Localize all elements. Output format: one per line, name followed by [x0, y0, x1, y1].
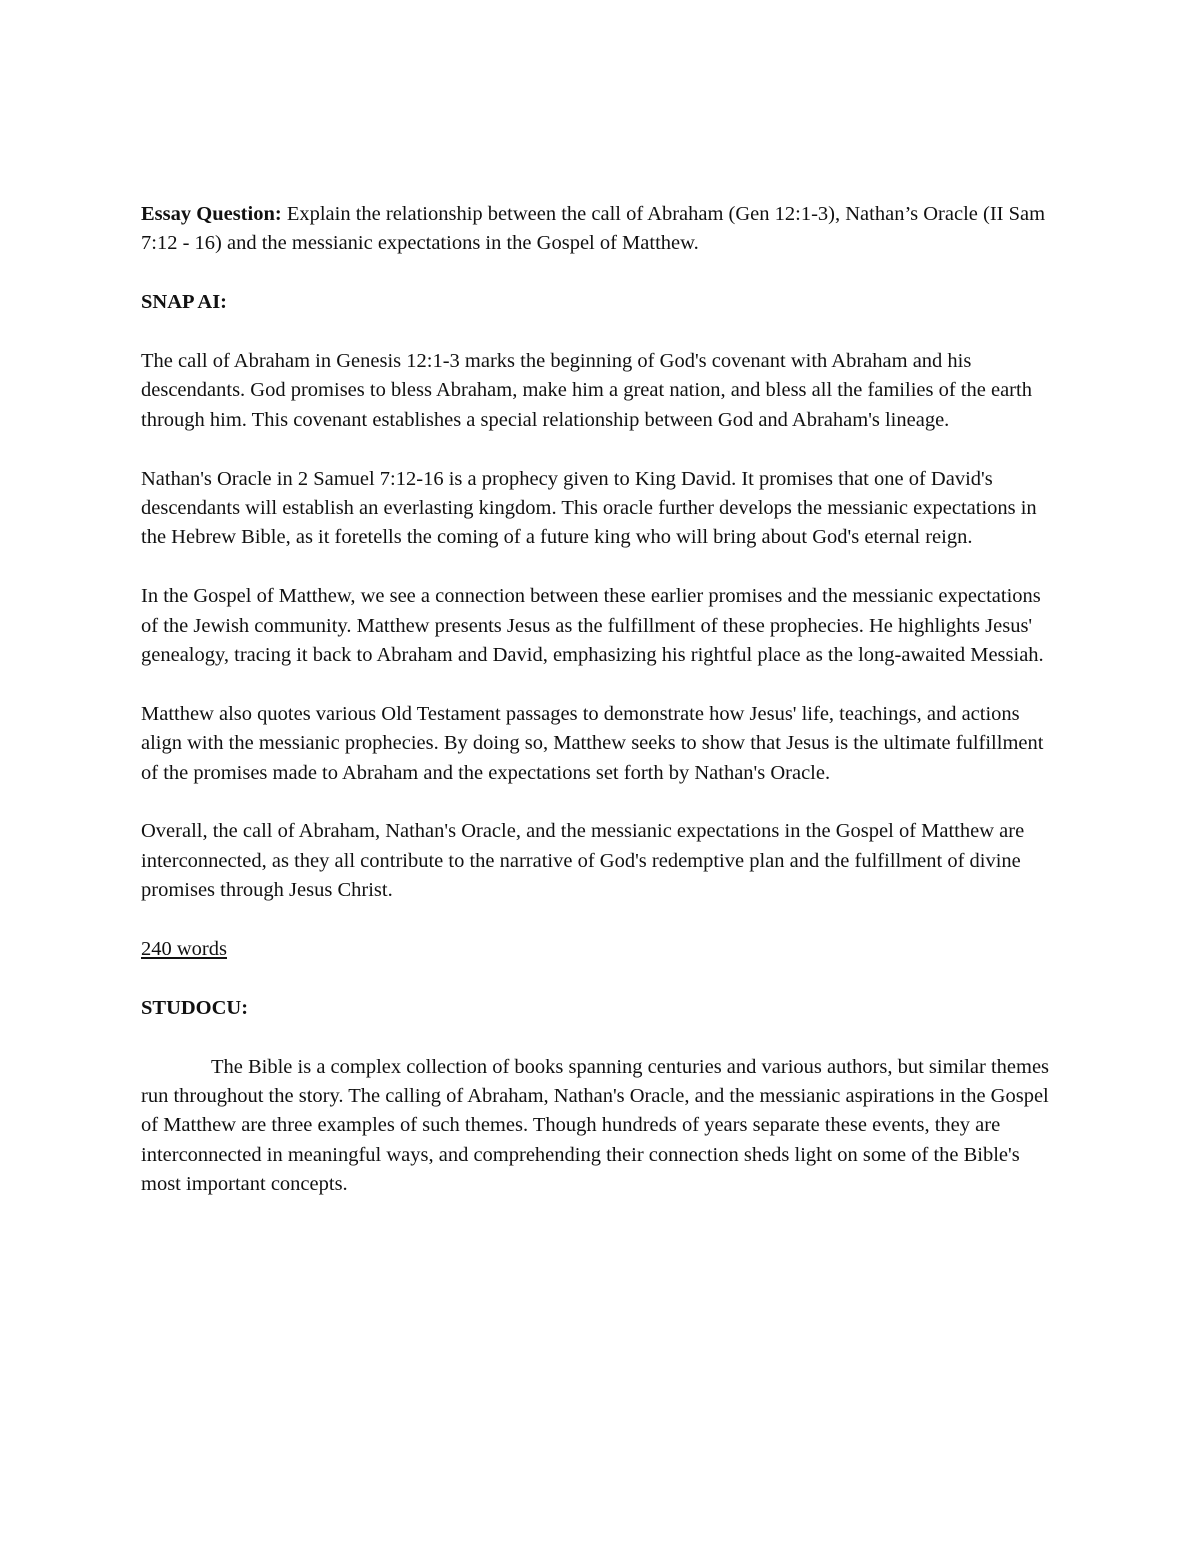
snap-ai-paragraph-1: The call of Abraham in Genesis 12:1-3 marks the beginning of God's covenant with Abraham and his descendants. God promises to bless Abraham, make him a great nation, and bless all the families of the earth through him. This covenant establishes a special relationship between God and Abraham's lineage. — [141, 350, 1032, 431]
word-count-line — [141, 935, 1061, 964]
snap-ai-paragraph-2: Nathan's Oracle in 2 Samuel 7:12-16 is a prophecy given to King David. It promises that one of David's descendants will establish an everlasting kingdom. This oracle further develops the messianic expectations in the Hebrew Bible, as it foretells the coming of a future king who will bring about God's eternal reign. — [141, 467, 1037, 549]
studocu-heading: STUDOCU: — [141, 996, 249, 1019]
essay-question — [141, 200, 1061, 259]
word-count: 240 words — [141, 938, 227, 961]
document-body — [141, 200, 1061, 1229]
snap-ai-paragraph-4: Matthew also quotes various Old Testament passages to demonstrate how Jesus' life, teachings, and actions align with the messianic prophecies. By doing so, Matthew seeks to show that Jesus is the ultimate fulfillment of the promises made to Abraham and the expectations set forth by Nathan's Oracle. — [141, 702, 1044, 784]
essay-question-text: Explain the relationship between the call of Abraham (Gen 12:1-3), Nathan’s Oracle (II Sam 7:12 - 16) and the messianic expectations in the Gospel of Matthew. — [141, 203, 1046, 255]
snap-ai-paragraph-5: Overall, the call of Abraham, Nathan's Oracle, and the messianic expectations in the Gospel of Matthew are interconnected, as they all contribute to the narrative of God's redemptive plan and the fulfillment of divine promises through Jesus Christ. — [141, 820, 1025, 902]
snap-ai-paragraph-3: In the Gospel of Matthew, we see a connection between these earlier promises and the messianic expectations of the Jewish community. Matthew presents Jesus as the fulfillment of these prophecies. He highlights Jesus' genealogy, tracing it back to Abraham and David, emphasizing his rightful place as the long-awaited Messiah. — [141, 585, 1044, 667]
studocu-paragraph: The Bible is a complex collection of books spanning centuries and various authors, but similar themes run throughout the story. The calling of Abraham, Nathan's Oracle, and the messianic aspirations in the Gospel of Matthew are three examples of such themes. Though hundreds of years separate these events, they are interconnected in meaningful ways, and comprehending their connection sheds light on some of the Bible's most important concepts. — [141, 1055, 1050, 1196]
snap-ai-heading: SNAP AI: — [141, 291, 228, 314]
essay-question-label: Essay Question: — [141, 203, 282, 225]
